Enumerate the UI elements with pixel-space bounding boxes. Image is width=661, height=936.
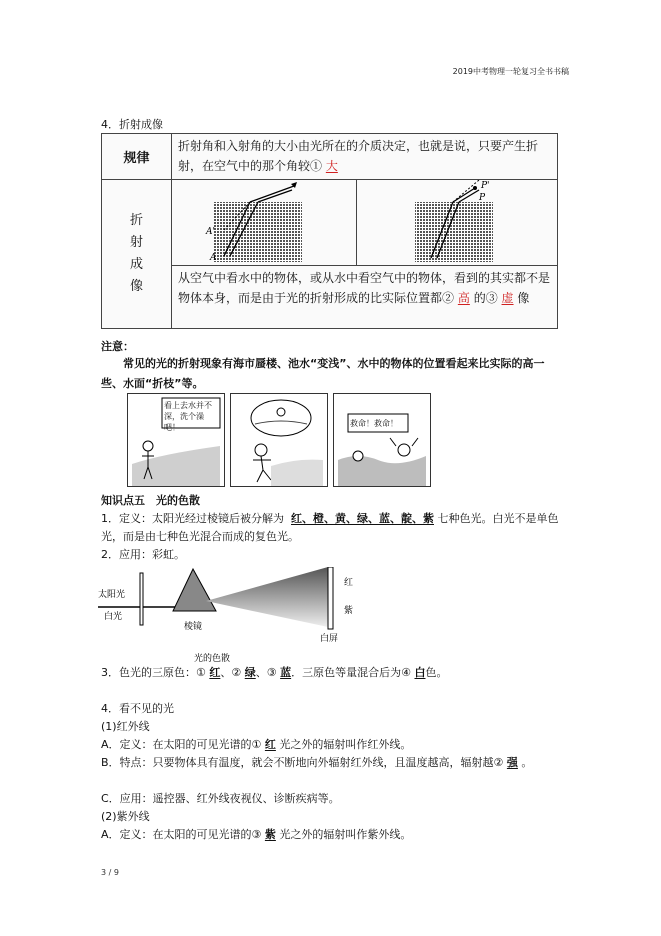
page-header: 2019中考物理一轮复习全书书稿 <box>452 67 569 76</box>
ir-application: C．应用：遥控器、红外线夜视仪、诊断疾病等。 <box>101 792 340 805</box>
water-region <box>214 202 302 262</box>
primary-sep: 、② <box>220 666 242 679</box>
label-a-prime: A' <box>206 227 215 237</box>
imaging-text-end: 像 <box>517 291 530 305</box>
bubble-3-text: 救命！救命！ <box>350 419 398 428</box>
helper-head <box>353 451 363 461</box>
note-text: 常见的光的折射现象有海市蜃楼、池水“变浅”、水中的物体的位置看起来比实际的高一些、水面“折枝”等。 <box>101 357 545 390</box>
refraction-diagram-b-svg <box>357 180 557 266</box>
def-suffix: 七种色光。白光不是单色光，而是由七种色光混合而成的复色光。 <box>101 512 559 543</box>
primary-white: 白 <box>414 666 426 679</box>
cartoon-2-svg <box>231 394 327 486</box>
dispersion-diagram <box>98 567 388 665</box>
section-title-refraction-imaging: 4．折射成像 <box>101 118 163 131</box>
imaging-text-cell <box>172 266 557 328</box>
uv-def-prefix: A．定义：在太阳的可见光谱的③ <box>101 828 262 841</box>
screen-label: 白屏 <box>320 634 339 644</box>
uv-title: (2)紫外线 <box>101 810 150 823</box>
sunlight-label: 太阳光 <box>98 590 126 600</box>
swimmer-head <box>277 408 285 416</box>
water-region <box>415 202 493 262</box>
rule-label-cell <box>102 134 172 180</box>
primary-green: 绿 <box>244 666 256 679</box>
person-head <box>255 444 267 456</box>
water-shape <box>338 456 426 486</box>
ir-def-prefix: A．定义：在太阳的可见光谱的① <box>101 738 262 751</box>
ir-def-suffix: 光之外的辐射叫作红外线。 <box>279 738 412 751</box>
label-a: A <box>210 253 217 263</box>
person-body <box>253 456 271 482</box>
uv-def-suffix: 光之外的辐射叫作紫外线。 <box>279 828 412 841</box>
note-label: 注意： <box>101 340 134 353</box>
rule-text-cell <box>172 134 557 180</box>
virtual-ray <box>453 180 479 202</box>
def-prefix: 1．定义：太阳光经过棱镜后被分解为 <box>101 512 284 525</box>
thought-bubble <box>251 400 311 436</box>
rule-label: 规律 <box>123 151 150 166</box>
refraction-diagram-water-to-air <box>172 180 357 266</box>
primary-red: 红 <box>209 666 221 679</box>
answer-3: 虚 <box>501 291 514 305</box>
ir-feat-prefix: B．特点：只要物体具有温度，就会不断地向外辐射红外线，且温度越高，辐射越② <box>101 756 504 769</box>
ir-feature <box>101 754 561 772</box>
ir-title: (1)红外线 <box>101 720 150 733</box>
air-ray-2 <box>258 190 292 202</box>
rule-text: 折射角和入射角的大小由光所在的介质决定，也就是说，只要产生折射，在空气中的那个角较① <box>178 139 539 173</box>
refraction-diagram-a-svg <box>172 180 357 266</box>
k5-title: 知识点五 光的色散 <box>101 494 200 507</box>
water-shape <box>271 460 323 486</box>
ir-def-answer: 红 <box>264 738 276 751</box>
def-colors: 红、橙、黄、绿、蓝、靛、紫 <box>291 512 434 525</box>
object-point <box>473 186 477 190</box>
k5-application: 2．应用：彩虹。 <box>101 548 185 561</box>
cartoon-panel-2 <box>230 393 328 487</box>
dispersion-svg <box>98 567 388 665</box>
cartoon-panel-3 <box>333 393 431 487</box>
ir-feat-suffix: 。 <box>521 756 533 769</box>
white-screen <box>328 567 333 629</box>
primary-prefix: 3．色光的三原色：① <box>101 666 206 679</box>
label-p-prime: P' <box>481 181 490 191</box>
side-char: 成 <box>129 257 143 272</box>
side-label-cell <box>102 180 172 328</box>
primary-suffix: 色。 <box>425 666 448 679</box>
person-head <box>143 441 153 451</box>
primary-sep: 、③ <box>255 666 277 679</box>
prism-label: 棱镜 <box>184 622 203 632</box>
invisible-title: 4．看不见的光 <box>101 702 174 715</box>
slit-plate <box>140 573 143 625</box>
cartoon-panel-1 <box>127 393 225 487</box>
ir-definition <box>101 736 561 754</box>
imaging-text-mid: 的③ <box>473 291 498 305</box>
rule-answer: 大 <box>325 159 338 173</box>
air-ray <box>250 186 294 202</box>
bubble-1-text: 看上去水并不深，洗个澡吧！ <box>164 401 212 432</box>
k5-definition <box>101 510 561 546</box>
uv-def-answer: 紫 <box>264 828 276 841</box>
refraction-table <box>101 133 558 329</box>
imaging-text: 从空气中看水中的物体，或从水中看空气中的物体，看到的其实都不是物体本身，而是由于光的折射形成的比实际位置都② <box>178 271 551 305</box>
violet-label: 紫 <box>344 606 354 616</box>
primary-mid: ．三原色等量混合后为④ <box>291 666 411 679</box>
refraction-diagram-air-to-water <box>357 180 557 266</box>
white-light-label: 白光 <box>104 612 123 622</box>
spectrum-beam <box>206 567 328 627</box>
side-char: 像 <box>129 279 143 294</box>
page-number: 3 / 9 <box>101 868 119 877</box>
primary-blue: 蓝 <box>280 666 292 679</box>
side-char: 折 <box>129 213 143 228</box>
drowning-head <box>398 444 410 456</box>
uv-definition <box>101 826 561 844</box>
primary-colors <box>101 664 561 682</box>
prism-shape <box>173 569 216 611</box>
cartoon-3-svg <box>334 394 430 486</box>
side-char: 射 <box>129 235 143 250</box>
label-p: P <box>479 193 486 203</box>
answer-2: 高 <box>457 291 470 305</box>
ir-feat-answer: 强 <box>506 756 518 769</box>
dispersion-caption: 光的色散 <box>194 654 231 664</box>
red-label: 红 <box>344 578 354 588</box>
water-shape <box>132 446 220 486</box>
